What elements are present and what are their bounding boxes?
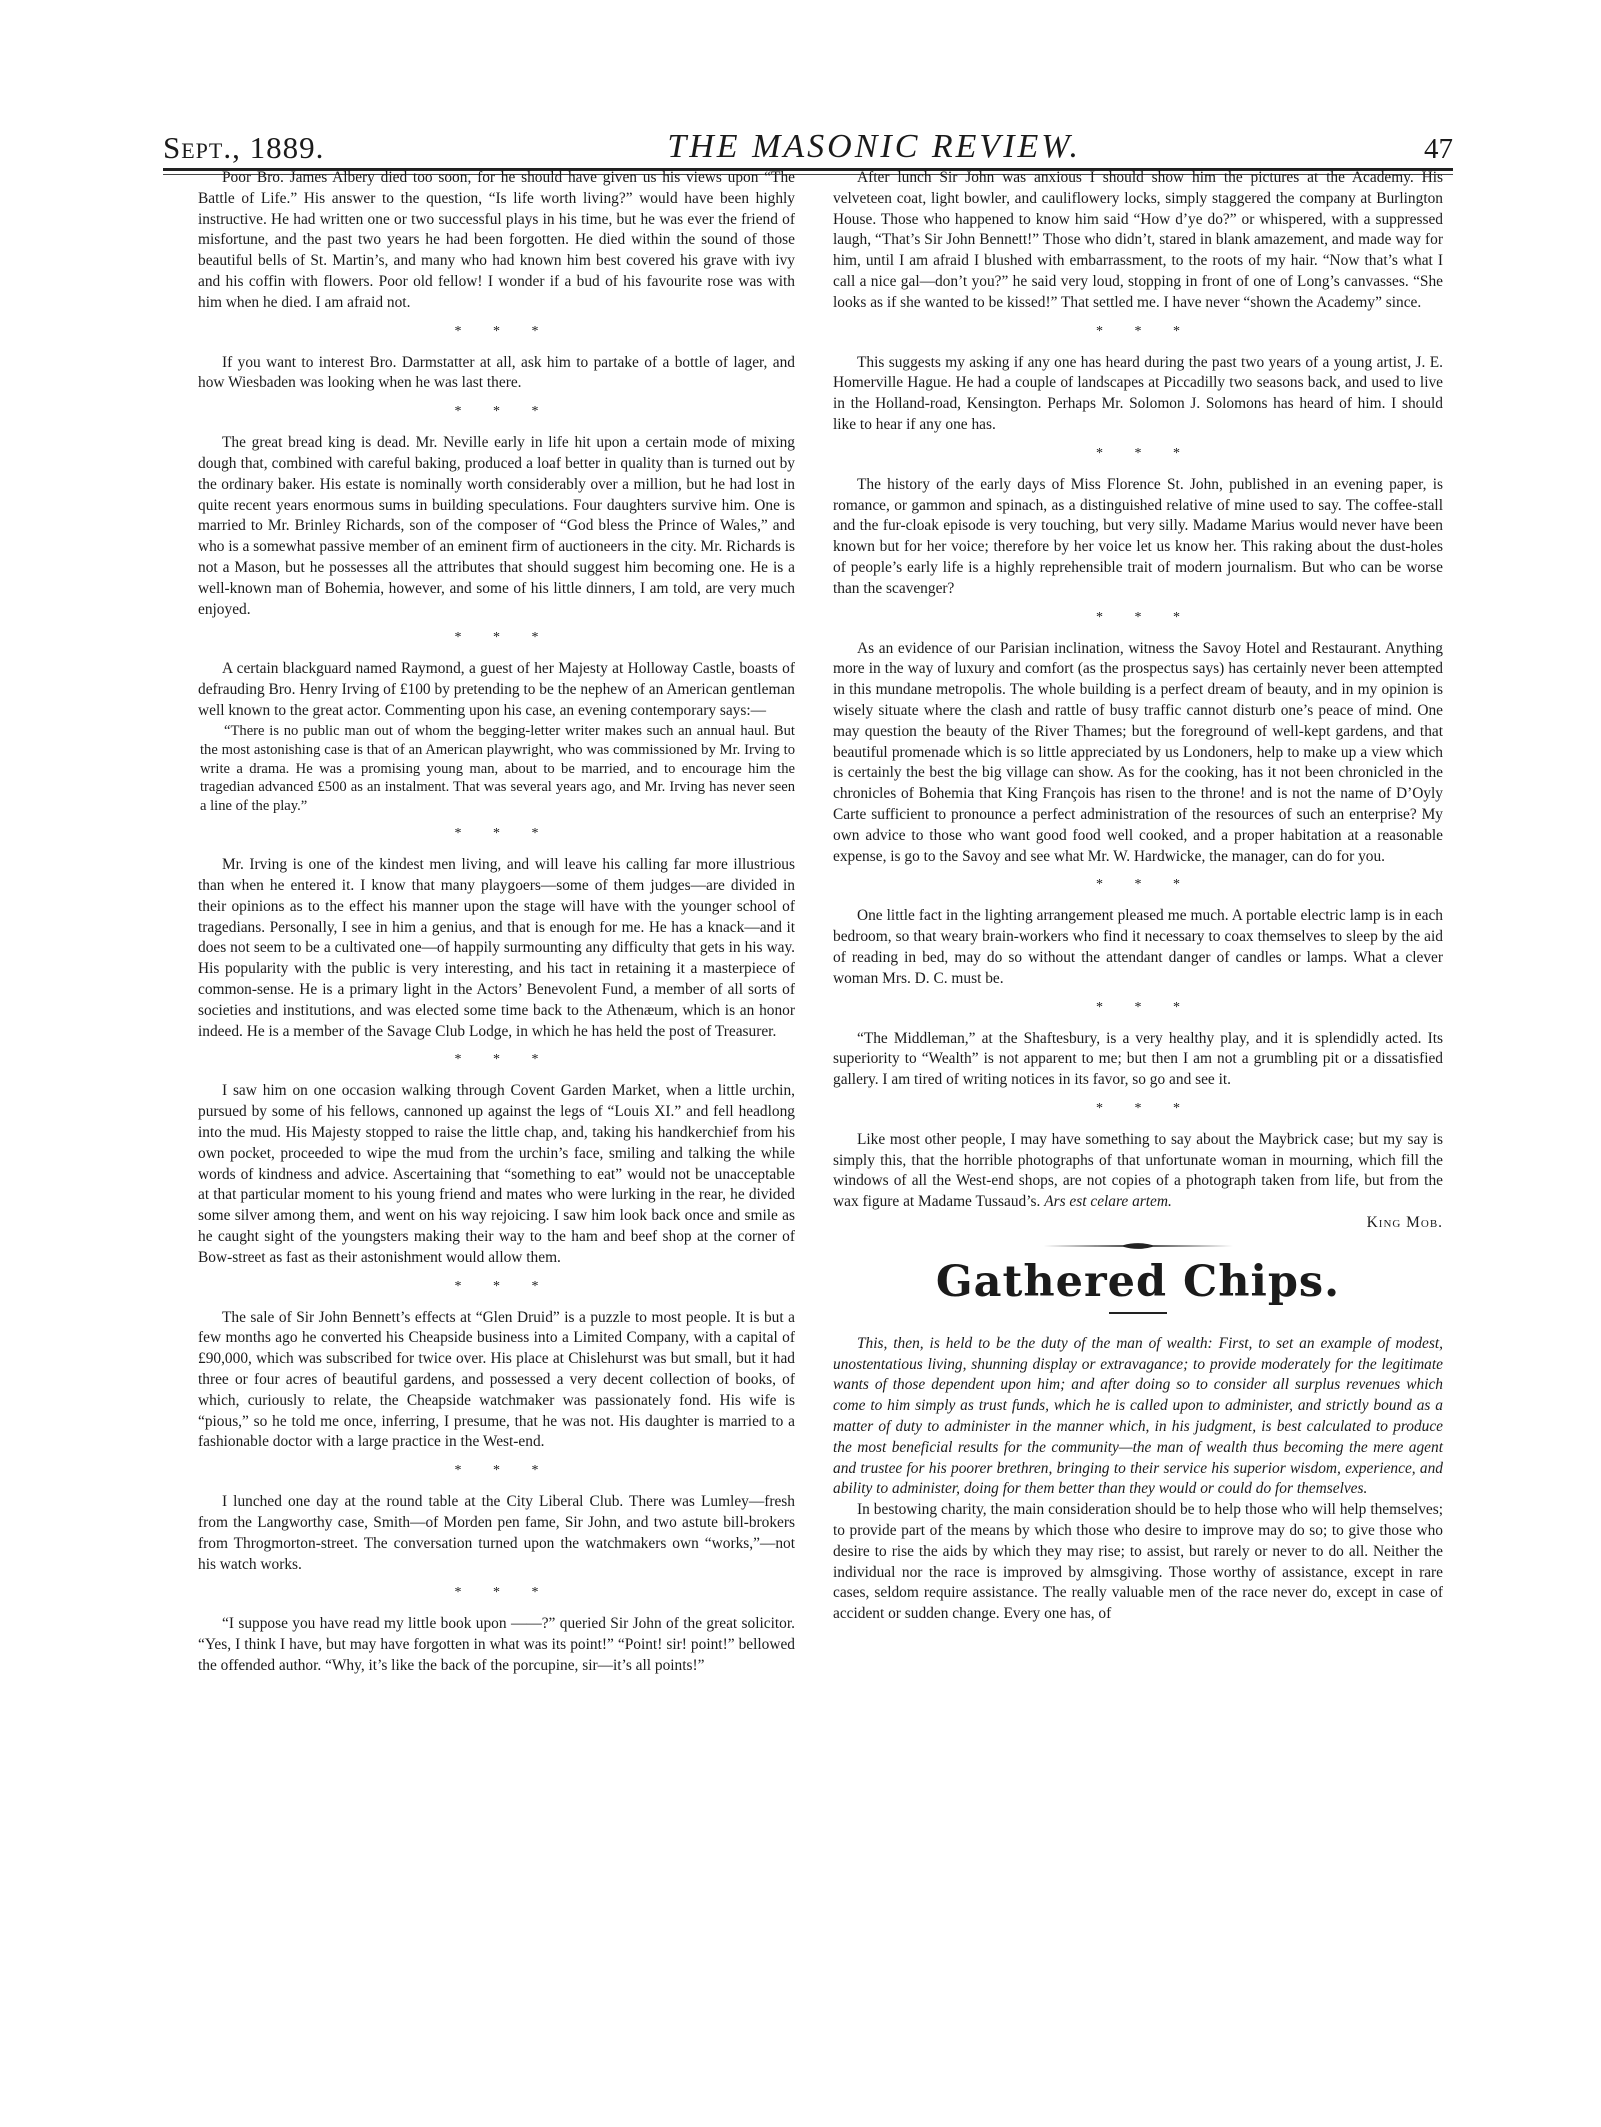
section-separator: * * * bbox=[454, 1052, 553, 1068]
paragraph: The great bread king is dead. Mr. Neville early in life hit upon a certain mode of mixing dough that, combined with careful baking, produced a loaf better in quality than is turned out by the ordinary baker. His estate is nominally worth considerably over a million, but he had lost in quite recent years enormous sums in building speculations. Four daughters survive him. One is married to Mr. Brinley Richards, son of the composer of “God bless the Prince of Wales,” and who is a somewhat passive member of an eminent firm of auctioneers in the city. Mr. Richards is not a Mason, but he possesses all the attributes that should suggest him becoming one. He is a well-known man of Bohemia, however, and some of his little dinners, I am told, are very much enjoyed. bbox=[198, 434, 795, 618]
paragraph: Poor Bro. James Albery died too soon, for he should have given us his views upon “The Battle of Life.” His answer to the question, “Is life worth living?” would have been highly instructive. He had written one or two successful plays in his time, but he was ever the friend of misfortune, and the past two years he had been forgotten. He died within the sound of those beautiful bells of St. Martin’s, and many who had known him best covered his grave with ivy and his coffin with flowers. Poor old fellow! I wonder if a bud of his favourite rose was with him when he died. I am afraid not. bbox=[198, 169, 795, 311]
author-signature: King Mob. bbox=[1366, 1214, 1443, 1232]
ornamental-rule-icon bbox=[1043, 1240, 1233, 1252]
section-separator: * * * bbox=[454, 630, 553, 646]
paragraph: “I suppose you have read my little book upon ——?” queried Sir John of the great solicitor. “Yes, I think I have, but may have forgotten in what was its point!” “Point! sir! point!” bellowed the offended author. “Why, it’s like the back of the porcupine, sir—it’s all points!” bbox=[198, 1615, 795, 1674]
paragraph: This suggests my asking if any one has heard during the past two years of a young artist, J. E. Homerville Hague. He had a couple of landscapes at Piccadilly two seasons back, and used to live in the Holland-road, Kensington. Perhaps Mr. Solomon J. Solomons has heard of him. I should like to hear if any one has. bbox=[833, 353, 1443, 433]
section-separator: * * * bbox=[1096, 1100, 1194, 1116]
block-quote: “There is no public man out of whom the begging-letter writer makes such an annual haul. But the most astonishing case is that of an American playwright, who was commissioned by Mr. Irving to write a drama. He was a promising young man, about to be married, and to encourage him the tragedian advanced £500 as an instalment. That was several years ago, and Mr. Irving has never seen a line of the play.” bbox=[200, 722, 795, 815]
right-column bbox=[833, 168, 1443, 1625]
paragraph: I saw him on one occasion walking through Covent Garden Market, when a little urchin, pursued by some of his fellows, cannoned up against the legs of “Louis XI.” and fell headlong into the mud. His Majesty stopped to raise the little chap, and, taking his handkerchief from his own pocket, proceeded to wipe the mud from the urchin’s face, smiling and talking the while words of kindness and advice. Ascertaining that “something to eat” would not be unacceptable at that particular moment to his young friend and mates who were lurking in the rear, he divided some silver among them, and went on his way rejoicing. I saw him look back once and smile as he caught sight of the youngsters making their way to the ham and beef shop at the corner of Bow-street as fast as their astonishment would allow them. bbox=[198, 1082, 795, 1266]
section-separator: * * * bbox=[1096, 445, 1194, 461]
paragraph: Mr. Irving is one of the kindest men living, and will leave his calling far more illustrious than when he entered it. I know that many playgoers—some of them judges—are divided in their opinions as to the effect his manner upon the stage will have with the younger school of tragedians. Personally, I see in him a genius, and that is enough for me. He has a knack—and it does not seem to be a cultivated one—of happily surmounting any difficulty that gets in his way. His popularity with the public is very interesting, and his tact in retaining it a masterpiece of common-sense. He is a primary light in the Actors’ Benevolent Fund, a member of all sorts of societies and institutions, and was elected some time back to the Athenæum, which is an honor indeed. He is a member of the Savage Club Lodge, in which he has held the post of Treasurer. bbox=[198, 856, 795, 1040]
title-underline bbox=[1109, 1312, 1167, 1314]
latin-phrase: Ars est celare artem. bbox=[1044, 1193, 1172, 1211]
paragraph: As an evidence of our Parisian inclination, witness the Savoy Hotel and Restaurant. Anything more in the way of luxury and comfort (as the prospectus says) has certainly never been attempted in this mundane metropolis. The whole building is a perfect dream of beauty, and in my opinion is wisely situate where the clash and rattle of busy traffic cannot disturb one’s peace of mind. One may question the beauty of the River Thames; but the foreground of well-kept gardens, and that beautiful promenade which is so little appreciated by us Londoners, help to make up a view which is certainly the best the big village can show. As for the cooking, has it not been chronicled in the chronicles of Bohemia that King François has risen to the throne! and is not the name of D’Oyly Carte sufficient to pronounce a perfect administration of the resources of such an enterprise? My own advice to those who want good food well cooked, and a proper habitation at a reasonable expense, is go to the Savoy and see what Mr. W. Hardwicke, the manager, can do for you. bbox=[833, 639, 1443, 865]
section-separator: * * * bbox=[1096, 323, 1194, 339]
section-separator: * * * bbox=[454, 323, 553, 339]
paragraph-text: Like most other people, I may have something to say about the Maybrick case; but my say is simply this, that the horrible photographs of that unfortunate woman in mourning, which fill the windows of all the West-end shops, are not copies of a photograph taken from life, but from the wax figure at Madame Tussaud’s. bbox=[833, 1130, 1443, 1211]
paragraph: The history of the early days of Miss Florence St. John, published in an evening paper, is romance, or gammon and spinach, as a distinguished relative of mine used to say. The coffee-stall and the fur-cloak episode is very touching, but very silly. Madame Marius would never have been known but for her voice; therefore by her voice let us know her. This raking about the dust-holes of people’s early life is a highly reprehensible trait of modern journalism. But who can be worse than the scavenger? bbox=[833, 475, 1443, 597]
paragraph: This, then, is held to be the duty of the man of wealth: First, to set an example of modest, unostentatious living, shunning display or extravagance; to provide moderately for the legitimate wants of those dependent upon him; and after doing so to consider all surplus revenues which come to him simply as trust funds, which he is called upon to administer, and strictly bound as a matter of duty to administer in the manner which, in his judgment, is best calculated to produce the most beneficial results for the community—the man of wealth thus becoming the mere agent and trustee for his poorer brethren, bringing to their service his superior wisdom, experience, and ability to administer, doing for them better than they would or could do for themselves. bbox=[833, 1334, 1443, 1498]
page-header bbox=[163, 118, 1453, 166]
section-separator: * * * bbox=[454, 1585, 553, 1601]
section-separator: * * * bbox=[454, 1463, 553, 1479]
section-separator: * * * bbox=[1096, 877, 1194, 893]
paragraph: If you want to interest Bro. Darmstatter at all, ask him to partake of a bottle of lager, and how Wiesbaden was looking when he was last there. bbox=[198, 353, 795, 392]
journal-title: THE MASONIC REVIEW. bbox=[667, 128, 1081, 165]
left-column bbox=[198, 168, 795, 1677]
section-separator: * * * bbox=[1096, 609, 1194, 625]
paragraph bbox=[833, 1130, 1443, 1213]
section-separator: * * * bbox=[454, 404, 553, 420]
paragraph: After lunch Sir John was anxious I should show him the pictures at the Academy. His velveteen coat, light bowler, and cauliflowery locks, simply staggered the company at Burlington House. Those who happened to know him said “How d’ye do?” or whispered, with a suppressed laugh, “That’s Sir John Bennett!” Those who didn’t, stared in blank amazement, and made way for him, until I am afraid I blushed with embarrassment, to the roots of my hair. “Now that’s what I call a nice gal—don’t you?” he said very loud, stopping in front of one of Long’s canvasses. “She looks as if she wanted to be kissed!” That settled me. I have never “shown the Academy” since. bbox=[833, 169, 1443, 311]
paragraph: In bestowing charity, the main consideration should be to help those who will help themselves; to provide part of the means by which those who desire to improve may do so; to give those who desire to rise the aids by which they may rise; to assist, but rarely or never to do all. Neither the individual nor the race is improved by almsgiving. Those worthy of assistance, except in rare cases, seldom require assistance. The really valuable men of the race never do, except in case of accident or sudden change. Every one has, of bbox=[833, 1501, 1443, 1623]
section-title: Gathered Chips. bbox=[935, 1256, 1341, 1307]
paragraph: The sale of Sir John Bennett’s effects at “Glen Druid” is a puzzle to most people. It is but a few months ago he converted his Cheapside business into a Limited Company, with a capital of £90,000, which was subscribed for twice over. His place at Chislehurst was but small, but it had three or four acres of beautiful gardens, and possessed a very decent collection of books, of which, curiously to relate, the Cheapside watchmaker was passionately fond. His wife is “pious,” so he told me once, inferring, I presume, that he was not. His daughter is married to a fashionable doctor with a large practice in the West-end. bbox=[198, 1308, 795, 1451]
issue-date: Sept., 1889. bbox=[163, 130, 325, 165]
paragraph: One little fact in the lighting arrangement pleased me much. A portable electric lamp is in each bedroom, so that weary brain-workers who find it necessary to coax themselves to sleep by the aid of reading in bed, may do so without the attendant danger of candles or lamps. What a clever woman Mrs. D. C. must be. bbox=[833, 907, 1443, 987]
paragraph: “The Middleman,” at the Shaftesbury, is a very healthy play, and it is splendidly acted. Its superiority to “Wealth” is not apparent to me; but then I am not a grumbling pit or a dissatisfied gallery. I am tired of writing notices in its favor, so go and see it. bbox=[833, 1029, 1443, 1089]
section-separator: * * * bbox=[1096, 999, 1194, 1015]
paragraph: A certain blackguard named Raymond, a guest of her Majesty at Holloway Castle, boasts of defrauding Bro. Henry Irving of £100 by pretending to be the nephew of an American gentleman well known to the great actor. Commenting upon his case, an evening contemporary says:— bbox=[198, 660, 795, 719]
section-separator: * * * bbox=[454, 1278, 553, 1294]
page-number: 47 bbox=[1423, 133, 1453, 165]
paragraph: I lunched one day at the round table at the City Liberal Club. There was Lumley—fresh from the Langworthy case, Smith—of Morden pen fame, Sir John, and two astute bill-brokers from Throgmorton-street. The conversation turned upon the watchmakers own “works,”—not his watch works. bbox=[198, 1493, 795, 1573]
section-separator: * * * bbox=[454, 826, 553, 842]
